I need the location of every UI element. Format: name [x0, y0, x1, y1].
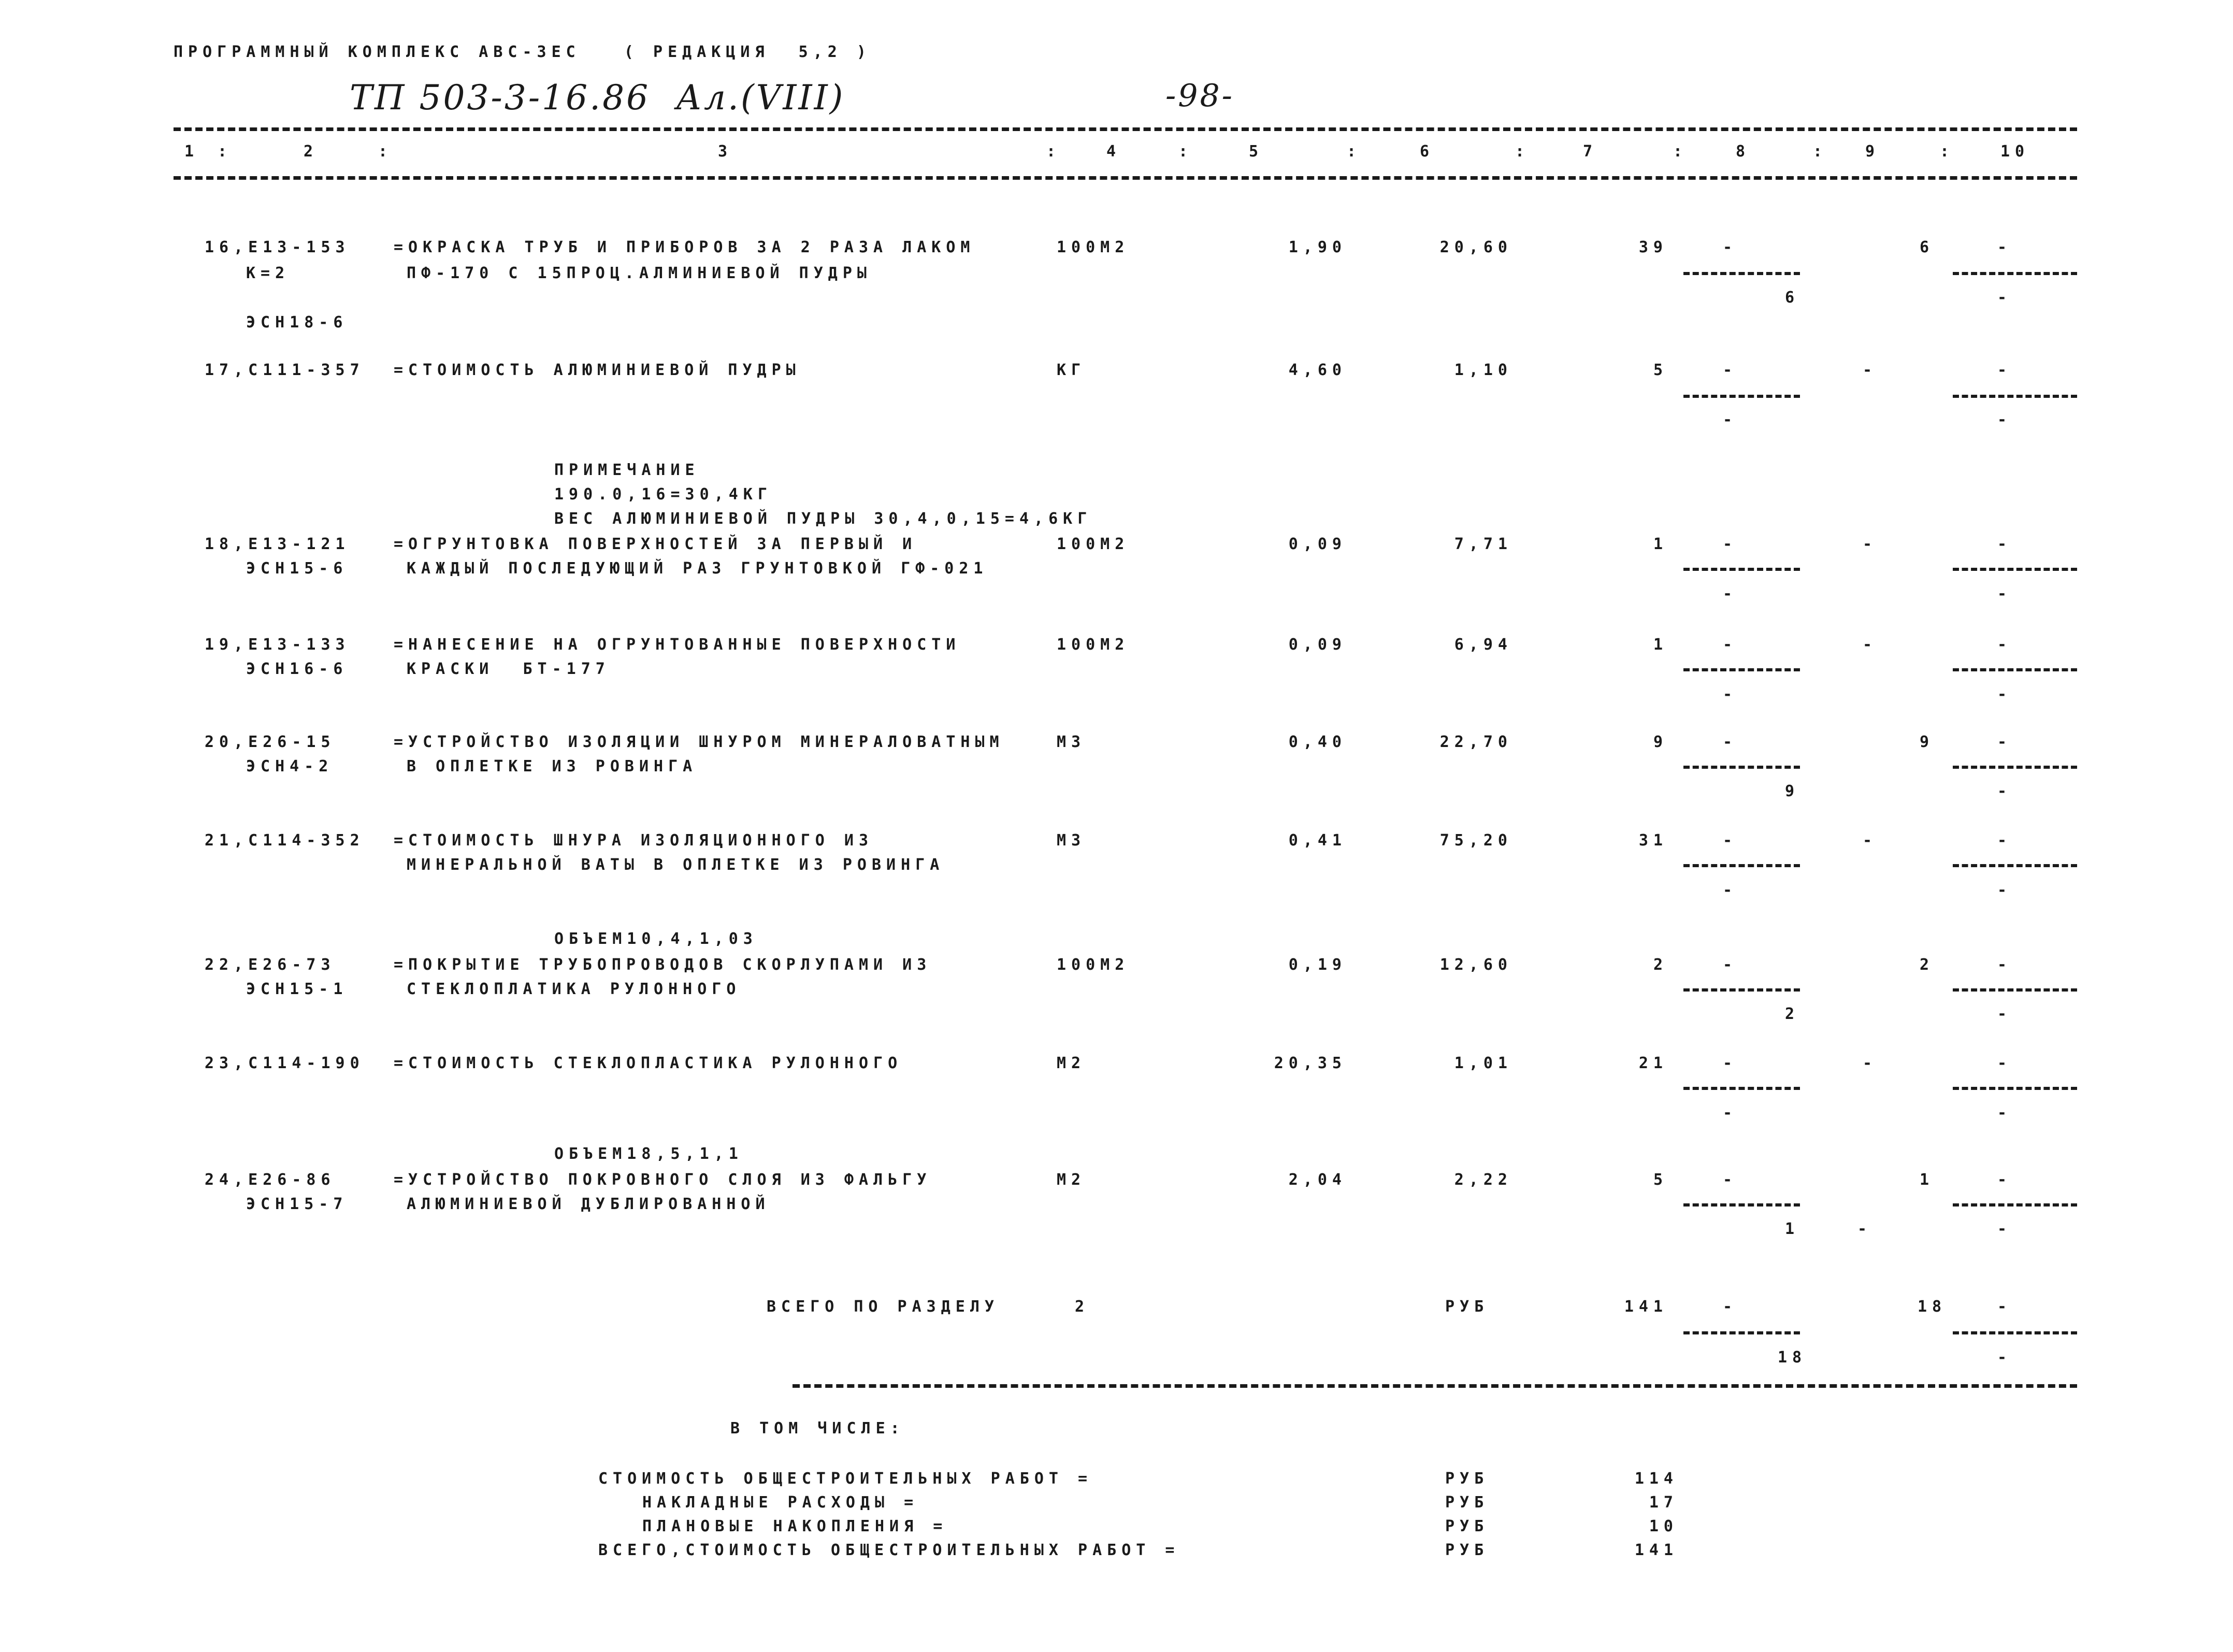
row-col10-bottom: - [1997, 1104, 2012, 1122]
row-quantity: 1,90 [1288, 238, 1347, 256]
fraction-line [1683, 988, 1800, 992]
row-col8-top: - [1722, 361, 1738, 379]
row-total: 39 [1638, 238, 1668, 256]
header-rule-top [174, 127, 2077, 131]
page-number: -98- [1165, 78, 1234, 114]
col-sep: : [1813, 142, 1828, 161]
row-description: =СТОИМОСТЬ СТЕКЛОПЛАСТИКА РУЛОННОГО [394, 1054, 903, 1072]
row-unit-price: 75,20 [1439, 831, 1512, 850]
col-header-7: 7 [1582, 142, 1598, 161]
fraction-line [1953, 766, 2077, 769]
breakdown-label: ВСЕГО,СТОИМОСТЬ ОБЩЕСТРОИТЕЛЬНЫХ РАБОТ = [598, 1541, 1180, 1559]
row-col8-bottom: 2 [1784, 1005, 1800, 1023]
row-col8-top: - [1722, 1054, 1738, 1072]
section-total-unit: РУБ [1445, 1298, 1489, 1316]
col-sep: : [1515, 142, 1530, 161]
fraction-line [1953, 864, 2077, 867]
row-quantity: 0,41 [1288, 831, 1347, 850]
row-description: МИНЕРАЛЬНОЙ ВАТЫ В ОПЛЕТКЕ ИЗ РОВИНГА [407, 856, 945, 874]
breakdown-label: ПЛАНОВЫЕ НАКОПЛЕНИЯ = [642, 1517, 948, 1535]
col-sep: : [1178, 142, 1193, 161]
row-col9: 6 [1919, 238, 1935, 256]
section-total-col10-bottom: - [1997, 1348, 2012, 1367]
row-total: 5 [1653, 361, 1668, 379]
fraction-line [1683, 1331, 1800, 1334]
volume-note: ОБЪЕМ18,5,1,1 [554, 1145, 743, 1163]
row-col10-top: - [1997, 535, 2012, 553]
row-description: =ОГРУНТОВКА ПОВЕРХНОСТЕЙ ЗА ПЕРВЫЙ И [394, 535, 917, 553]
section-total-col10-top: - [1997, 1298, 2012, 1316]
col-sep: : [218, 142, 233, 161]
row-col10-bottom: - [1997, 685, 2012, 703]
col-header-6: 6 [1419, 142, 1435, 161]
breakdown-value: 17 [1649, 1493, 1678, 1512]
fraction-line [1683, 668, 1800, 671]
row-col10-top: - [1997, 1054, 2012, 1072]
row-code: 17,С111-357 [205, 361, 365, 379]
row-description: СТЕКЛОПЛАТИКА РУЛОННОГО [407, 980, 741, 998]
row-col8-bottom: 6 [1784, 289, 1800, 307]
row-col8-bottom: - [1722, 1104, 1738, 1122]
fraction-line [1953, 568, 2077, 571]
row-col8-top: - [1722, 636, 1738, 654]
row-col10-top: - [1997, 956, 2012, 974]
row-quantity: 4,60 [1288, 361, 1347, 379]
fraction-line [1683, 568, 1800, 571]
col-sep: : [1673, 142, 1688, 161]
row-description: =СТОИМОСТЬ АЛЮМИНИЕВОЙ ПУДРЫ [394, 361, 801, 379]
col-sep: : [1347, 142, 1362, 161]
row-col10-bottom: - [1997, 585, 2012, 603]
section-total-col8-bottom: 18 [1777, 1348, 1807, 1367]
row-description: =НАНЕСЕНИЕ НА ОГРУНТОВАННЫЕ ПОВЕРХНОСТИ [394, 636, 961, 654]
row-col10-top: - [1997, 1171, 2012, 1189]
row-description: КРАСКИ БТ-177 [407, 660, 610, 678]
row-code: 23,С114-190 [205, 1054, 365, 1072]
row-description: =СТОИМОСТЬ ШНУРА ИЗОЛЯЦИОННОГО ИЗ [394, 831, 874, 850]
row-col8-top: - [1722, 733, 1738, 751]
col-header-2: 2 [303, 142, 319, 161]
section-total-col8-top: - [1722, 1298, 1738, 1316]
row-unit: М2 [1057, 1054, 1086, 1072]
row-col10-bottom: - [1997, 782, 2012, 800]
row-quantity: 2,04 [1288, 1171, 1347, 1189]
row-description: В ОПЛЕТКЕ ИЗ РОВИНГА [407, 757, 698, 775]
breakdown-heading: В ТОМ ЧИСЛЕ: [730, 1419, 905, 1438]
row-total: 1 [1653, 636, 1668, 654]
row-code-sub: ЭСН16-6 [246, 660, 348, 678]
header-rule-bottom [174, 176, 2077, 180]
row-total: 1 [1653, 535, 1668, 553]
row-col8-top: - [1722, 956, 1738, 974]
row-col8-top: - [1722, 1171, 1738, 1189]
row-quantity: 0,09 [1288, 535, 1347, 553]
note-line: 190.0,16=30,4КГ [554, 485, 772, 504]
note-line: ВЕС АЛЮМИНИЕВОЙ ПУДРЫ 30,4,0,15=4,6КГ [554, 510, 1092, 528]
fraction-line [1683, 1087, 1800, 1090]
section-total-label: ВСЕГО ПО РАЗДЕЛУ [767, 1298, 999, 1316]
row-col8-bottom: - [1722, 411, 1738, 429]
breakdown-unit: РУБ [1445, 1517, 1489, 1535]
row-col8-bottom: - [1722, 685, 1738, 703]
fraction-line [1683, 766, 1800, 769]
col-header-1: 1 [184, 142, 199, 161]
row-unit: М3 [1057, 831, 1086, 850]
row-col9: - [1862, 1054, 1878, 1072]
row-col10-bottom: - [1997, 881, 2012, 899]
row-total: 31 [1638, 831, 1668, 850]
stray-mark: - [1857, 1220, 1872, 1238]
breakdown-unit: РУБ [1445, 1541, 1489, 1559]
section-number: 2 [1075, 1298, 1090, 1316]
row-unit: КГ [1057, 361, 1086, 379]
col-header-5: 5 [1248, 142, 1264, 161]
row-code: 18,Е13-121 [205, 535, 350, 553]
row-unit: 100М2 [1057, 636, 1130, 654]
row-col8-bottom: - [1722, 585, 1738, 603]
fraction-line [1953, 988, 2077, 992]
col-header-3: 3 [717, 142, 733, 161]
row-unit: М2 [1057, 1171, 1086, 1189]
row-description: АЛЮМИНИЕВОЙ ДУБЛИРОВАННОЙ [407, 1195, 770, 1213]
breakdown-value: 10 [1649, 1517, 1678, 1535]
row-code-sub: ЭСН4-2 [246, 757, 334, 775]
document-reference: ТП 503-3-16.86 Ал.(VIII) [350, 78, 845, 118]
row-total: 9 [1653, 733, 1668, 751]
row-unit-price: 1,01 [1454, 1054, 1512, 1072]
row-quantity: 0,09 [1288, 636, 1347, 654]
row-unit-price: 1,10 [1454, 361, 1512, 379]
section-total-col9: 18 [1917, 1298, 1947, 1316]
row-col9: - [1862, 535, 1878, 553]
breakdown-unit: РУБ [1445, 1493, 1489, 1512]
row-col10-top: - [1997, 733, 2012, 751]
row-code-sub: ЭСН15-6 [246, 559, 348, 578]
breakdown-value: 114 [1634, 1470, 1678, 1488]
row-description: КАЖДЫЙ ПОСЛЕДУЮЩИЙ РАЗ ГРУНТОВКОЙ ГФ-021 [407, 559, 988, 578]
row-code: 20,Е26-15 [205, 733, 336, 751]
fraction-line [1953, 1087, 2077, 1090]
row-col9: 9 [1919, 733, 1935, 751]
row-code-sub: К=2 [246, 264, 290, 282]
col-header-9: 9 [1865, 142, 1880, 161]
row-description: =ПОКРЫТИЕ ТРУБОПРОВОДОВ СКОРЛУПАМИ ИЗ [394, 956, 932, 974]
row-col9: 2 [1919, 956, 1935, 974]
fraction-line [1953, 272, 2077, 275]
fraction-line [1683, 1203, 1800, 1206]
row-col10-top: - [1997, 831, 2012, 850]
fraction-line [1953, 1203, 2077, 1206]
row-code: 24,Е26-86 [205, 1171, 336, 1189]
breakdown-label: СТОИМОСТЬ ОБЩЕСТРОИТЕЛЬНЫХ РАБОТ = [598, 1470, 1093, 1488]
breakdown-value: 141 [1634, 1541, 1678, 1559]
row-unit-price: 2,22 [1454, 1171, 1512, 1189]
row-col10-top: - [1997, 238, 2012, 256]
row-description: ПФ-170 С 15ПРОЦ.АЛМИНИЕВОЙ ПУДРЫ [407, 264, 872, 282]
row-col8-bottom: 9 [1784, 782, 1800, 800]
row-col8-top: - [1722, 535, 1738, 553]
col-sep: : [378, 142, 393, 161]
row-col9: - [1862, 831, 1878, 850]
row-quantity: 0,40 [1288, 733, 1347, 751]
section-total-rule [793, 1384, 2077, 1388]
col-sep: : [1046, 142, 1061, 161]
row-col10-bottom: - [1997, 289, 2012, 307]
row-col10-top: - [1997, 361, 2012, 379]
fraction-line [1953, 395, 2077, 398]
row-code-sub: ЭСН15-1 [246, 980, 348, 998]
fraction-line [1953, 668, 2077, 671]
col-sep: : [1940, 142, 1955, 161]
row-col10-bottom: - [1997, 1220, 2012, 1238]
row-col9: 1 [1919, 1171, 1935, 1189]
row-quantity: 0,19 [1288, 956, 1347, 974]
row-unit: 100М2 [1057, 535, 1130, 553]
row-description: =УСТРОЙСТВО ПОКРОВНОГО СЛОЯ ИЗ ФАЛЬГУ [394, 1171, 932, 1189]
col-header-10: 10 [2000, 142, 2030, 161]
row-total: 21 [1638, 1054, 1668, 1072]
breakdown-unit: РУБ [1445, 1470, 1489, 1488]
volume-note: ОБЪЕМ10,4,1,03 [554, 930, 758, 948]
fraction-line [1953, 1331, 2077, 1334]
row-description: =ОКРАСКА ТРУБ И ПРИБОРОВ ЗА 2 РАЗА ЛАКОМ [394, 238, 975, 256]
col-header-8: 8 [1735, 142, 1751, 161]
row-code-sub: ЭСН15-7 [246, 1195, 348, 1213]
row-col9: - [1862, 636, 1878, 654]
row-col8-top: - [1722, 831, 1738, 850]
row-description: =УСТРОЙСТВО ИЗОЛЯЦИИ ШНУРОМ МИНЕРАЛОВАТНЫМ [394, 733, 1004, 751]
row-unit-price: 22,70 [1439, 733, 1512, 751]
row-code-sub: ЭСН18-6 [246, 313, 348, 332]
fraction-line [1683, 272, 1800, 275]
row-quantity: 20,35 [1274, 1054, 1347, 1072]
row-code: 21,С114-352 [205, 831, 365, 850]
row-unit-price: 12,60 [1439, 956, 1512, 974]
section-total-value: 141 [1624, 1298, 1668, 1316]
fraction-line [1683, 395, 1800, 398]
row-code: 19,Е13-133 [205, 636, 350, 654]
row-col9: - [1862, 361, 1878, 379]
row-total: 2 [1653, 956, 1668, 974]
row-col10-bottom: - [1997, 1005, 2012, 1023]
row-code: 16,Е13-153 [205, 238, 350, 256]
row-unit-price: 6,94 [1454, 636, 1512, 654]
row-col8-bottom: 1 [1784, 1220, 1800, 1238]
row-col8-top: - [1722, 238, 1738, 256]
row-unit: 100М2 [1057, 238, 1130, 256]
row-unit: 100М2 [1057, 956, 1130, 974]
row-col10-top: - [1997, 636, 2012, 654]
row-col10-bottom: - [1997, 411, 2012, 429]
program-header: ПРОГРАММНЫЙ КОМПЛЕКС АВС-ЗЕС ( РЕДАКЦИЯ 5,2 ) [174, 43, 871, 61]
row-unit-price: 20,60 [1439, 238, 1512, 256]
fraction-line [1683, 864, 1800, 867]
row-total: 5 [1653, 1171, 1668, 1189]
row-code: 22,Е26-73 [205, 956, 336, 974]
row-unit-price: 7,71 [1454, 535, 1512, 553]
col-header-4: 4 [1106, 142, 1121, 161]
note-heading: ПРИМЕЧАНИЕ [554, 461, 700, 479]
row-unit: М3 [1057, 733, 1086, 751]
breakdown-label: НАКЛАДНЫЕ РАСХОДЫ = [642, 1493, 919, 1512]
row-col8-bottom: - [1722, 881, 1738, 899]
